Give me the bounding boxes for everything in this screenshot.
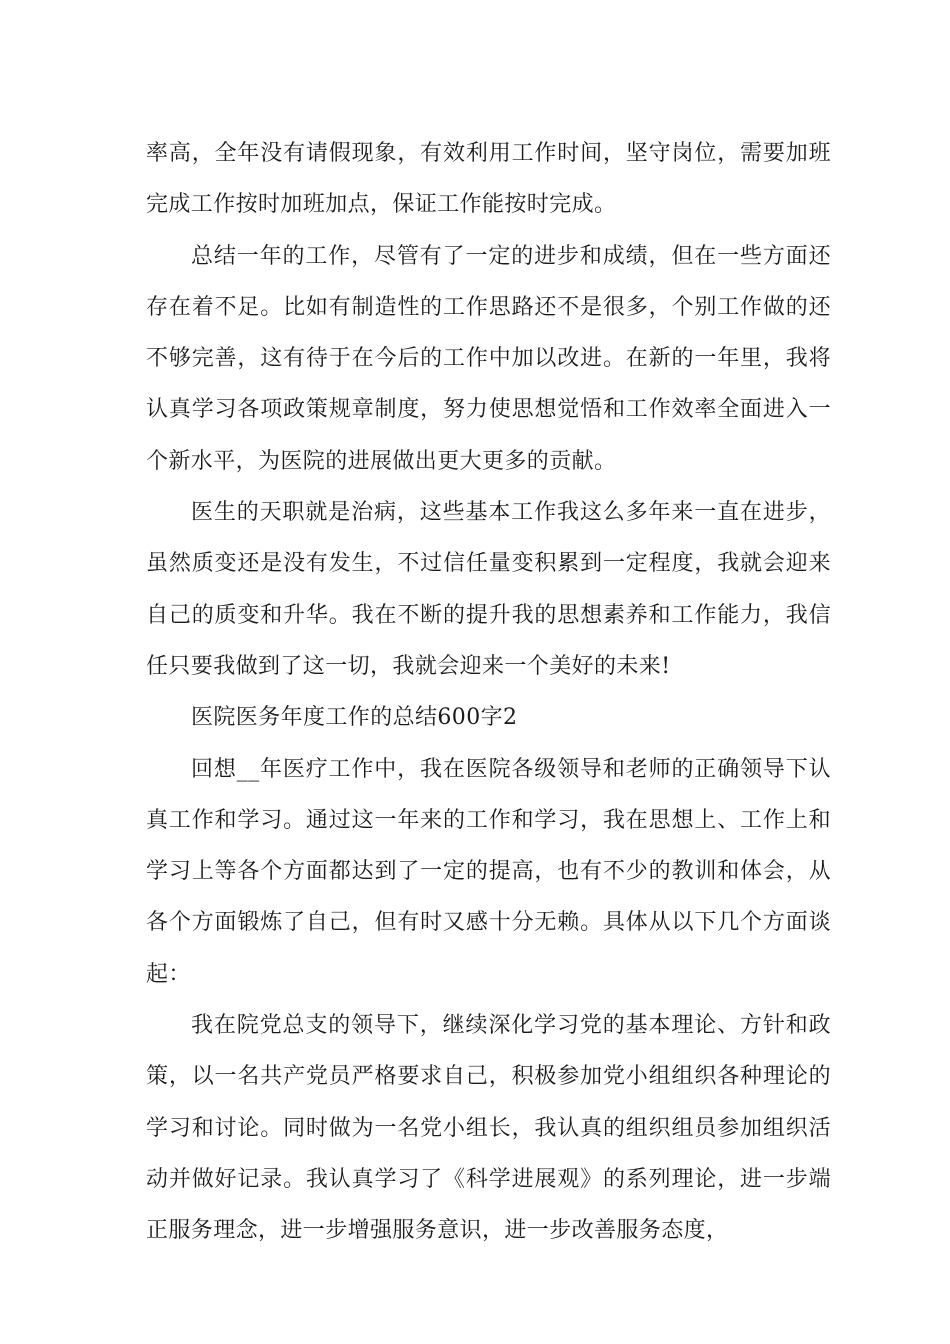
paragraph-summary: 总结一年的工作，尽管有了一定的进步和成绩，但在一些方面还存在着不足。比如有制造性的工作思路还不是很多，个别工作做的还不够完善，这有待于在今后的工作中加以改进。在新的一年里，我将认真学习各项政策规章制度，努力使思想觉悟和工作效率全面进入一个新水平，为医院的进展做出更大更多的贡献。 bbox=[146, 243, 831, 474]
document-body bbox=[146, 128, 831, 1257]
section-heading: 医院医务年度工作的总结600字2 bbox=[191, 705, 518, 731]
paragraph-doctor-duty: 医生的天职就是治病，这些基本工作我这么多年来一直在进步，虽然质变还是没有发生，不过信任量变积累到一定程度，我就会迎来自己的质变和升华。我在不断的提升我的思想素养和工作能力，我信任只要我做到了这一切，我就会迎来一个美好的未来! bbox=[146, 500, 831, 679]
paragraph-continued: 率高，全年没有请假现象，有效利用工作时间，坚守岗位，需要加班完成工作按时加班加点，保证工作能按时完成。 bbox=[146, 141, 831, 218]
paragraph-party-study: 我在院党总支的领导下，继续深化学习党的基本理论、方针和政策，以一名共产党员严格要求自己，积极参加党小组组织各种理论的学习和讨论。同时做为一名党小组长，我认真的组织组员参加组织活动并做好记录。我认真学习了《科学进展观》的系列理论，进一步端正服务理念，进一步增强服务意识，进一步改善服务态度， bbox=[146, 1013, 831, 1244]
paragraph-review: 回想__年医疗工作中，我在医院各级领导和老师的正确领导下认真工作和学习。通过这一年来的工作和学习，我在思想上、工作上和学习上等各个方面都达到了一定的提高，也有不少的教训和体会，从各个方面锻炼了自己，但有时又感十分无赖。具体从以下几个方面谈起： bbox=[146, 756, 831, 987]
